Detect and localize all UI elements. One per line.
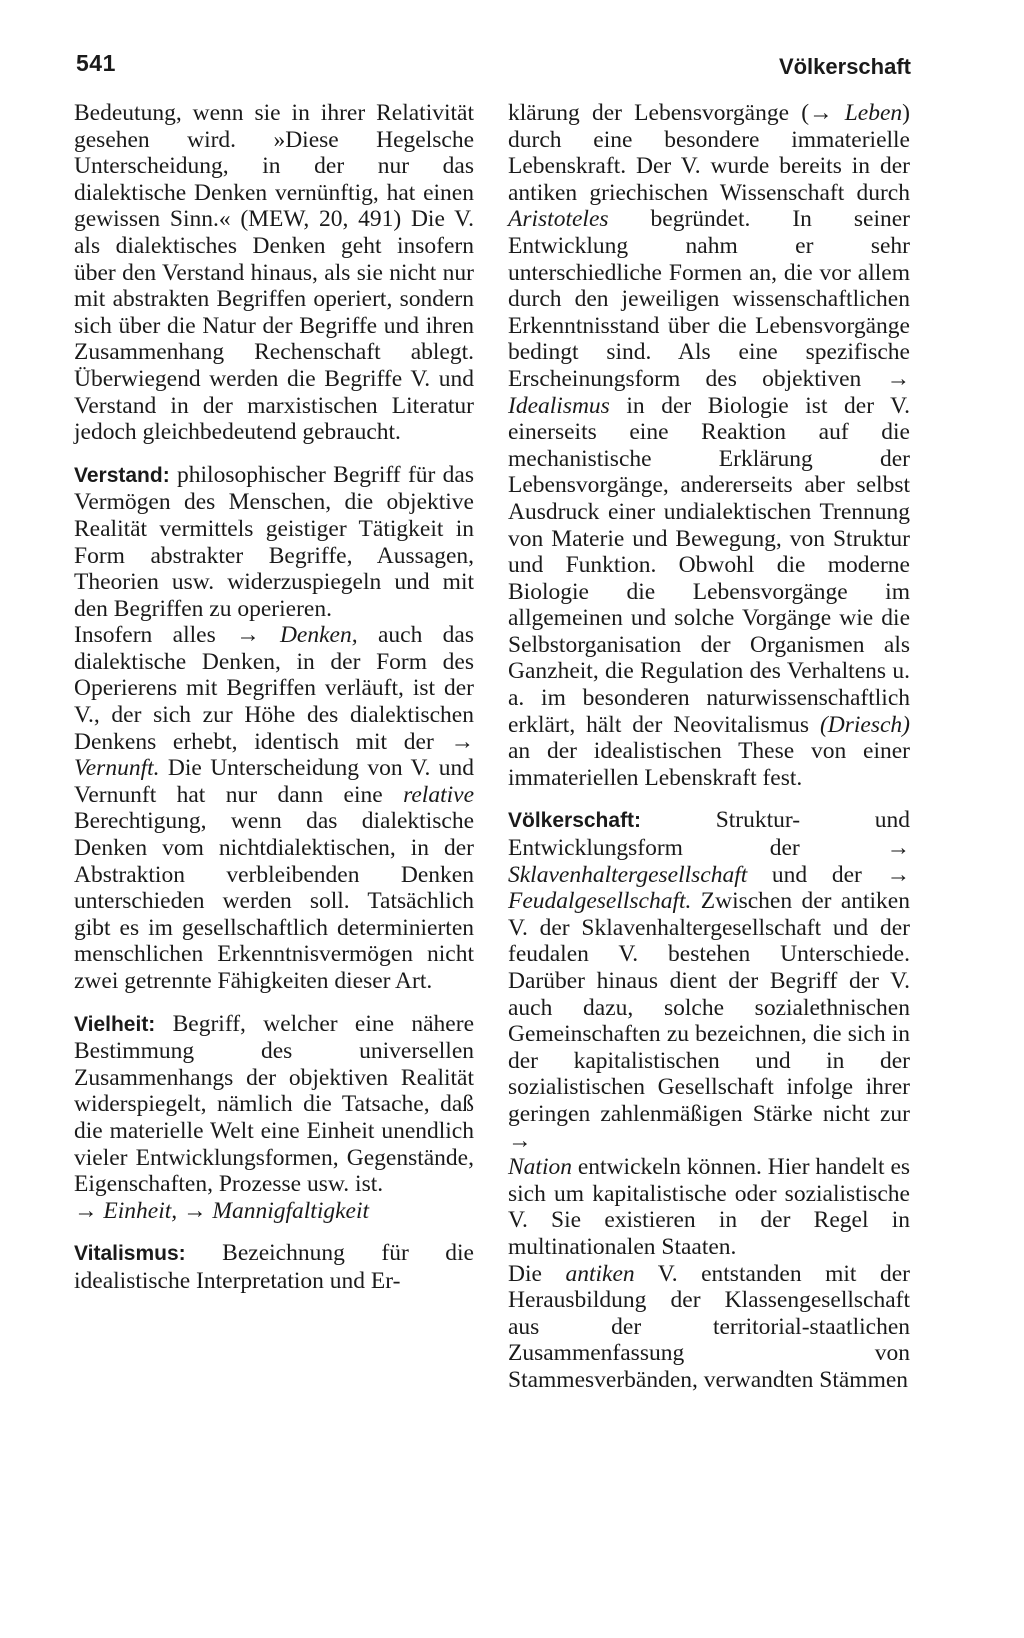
cross-reference[interactable]: Idealismus bbox=[508, 392, 610, 419]
arrow-icon: → bbox=[886, 365, 910, 392]
emphasis: antiken bbox=[565, 1260, 635, 1287]
text-run: auch das dialektische Denken, in der Form des Operierens mit Begriffen verläuft, ist der V., der sich zur Höhe des dialektischen Denkens erhebt, identisch mit der bbox=[74, 622, 474, 755]
text-run: klärung der Lebensvorgänge ( bbox=[508, 100, 810, 126]
arrow-icon: → bbox=[450, 728, 474, 755]
running-head: Völkerschaft bbox=[778, 54, 911, 79]
arrow-icon: → bbox=[886, 861, 910, 888]
cross-reference[interactable]: Denken, bbox=[279, 622, 358, 649]
entry-continuation: Bedeutung, wenn sie in ihrer Relativität gesehen wird. »Diese Hegelsche Unterscheidung, in der nur das dialektische Denken vernünftig, hat einen gewissen Sinn.« (MEW, 20, 491) Die V. als dialektisches Denken geht insofern über den Verstand hinaus, als sie nicht nur mit abstrakten Begriffen operiert, sondern sich über die Natur der Begriffe und ihren Zusammenhang Rechenschaft ablegt. Überwiegend werden die Begriffe V. und Verstand in der marxistischen Literatur jedoch gleichbedeutend gebraucht. bbox=[74, 100, 474, 446]
left-column bbox=[74, 100, 474, 1295]
entry-vitalismus bbox=[74, 1240, 474, 1294]
text-run: und der bbox=[747, 861, 887, 888]
cross-reference[interactable]: Vernunft. bbox=[74, 755, 160, 782]
text-run: entwickeln können. Hier handelt es sich um kapitalistische oder sozialistische V. Sie existieren in der Regel in multinationalen Staaten. bbox=[508, 1154, 911, 1260]
arrow-icon: → bbox=[183, 1197, 207, 1224]
entry-text: philosophischer Begriff für das Vermögen des Menschen, die objektive Realität vermittels geistiger Tätigkeit in Form abstrakter Begriffe, Aussagen, Theorien usw. widerzuspiegeln und mit den Begriffen zu operieren. bbox=[74, 461, 474, 622]
person-name: Aristoteles bbox=[508, 206, 609, 233]
cross-reference[interactable]: Leben bbox=[844, 100, 903, 126]
text-run: begründet. In seiner Entwicklung nahm er sehr unterschiedliche Formen an, die vor allem durch den jeweiligen wissenschaftlichen Erkenntnisstand über die Lebensvorgänge bedingt sind. Als eine spezifische Erscheinungsform des objektiven bbox=[508, 206, 910, 392]
entry-text: Begriff, welcher eine nähere Bestimmung des universellen Zusammenhangs der objektiven Realität widerspiegelt, nämlich die Tatsache, daß die materielle Welt eine Einheit unendlich vieler Entwicklungsformen, Gegenstände, Eigenschaften, Prozesse usw. ist. bbox=[74, 1010, 474, 1198]
arrow-icon: → bbox=[809, 100, 833, 126]
text-run: Die Unterscheidung von V. und Vernunft hat nur dann eine bbox=[74, 755, 474, 808]
entry-term: Vielheit: bbox=[74, 1012, 156, 1036]
person-name: (Driesch) bbox=[819, 711, 910, 738]
text-run: Berechtigung, wenn das dialektische Denken vom nichtdialektischen, in der Abstraktion verbleibenden Denken unterschieden werden soll. Tatsächlich gibt es im gesellschaftlich determinierten menschlichen Erkenntnisvermögen nicht zwei getrennte Fähigkeiten dieser Art. bbox=[74, 808, 474, 994]
arrow-icon: → bbox=[886, 835, 910, 862]
entry-verstand-paragraph bbox=[74, 622, 474, 994]
text-run: Insofern alles bbox=[74, 622, 237, 649]
cross-reference[interactable]: Nation bbox=[508, 1154, 572, 1181]
cross-reference[interactable]: Einheit, bbox=[103, 1197, 178, 1224]
arrow-icon: → bbox=[74, 1197, 98, 1224]
entry-verstand bbox=[74, 462, 474, 623]
text-run: in der Biologie ist der V. einerseits eine Reaktion auf die mechanistische Erklärung der Lebensvorgänge, andererseits aber selbst Ausdruck einer undialektischen Trennung von Materie und Bewegung, von Struktur und Funktion. Obwohl die moderne Biologie die Lebensvorgänge im allgemeinen und solche Vorgänge wie die Selbstorganisation der Organismen als Ganzheit, die Regulation des Verhaltens u. a. im besonderen naturwissenschaftlich erklärt, hält der Neovitalismus bbox=[508, 392, 910, 738]
entry-voelkerschaft-paragraph bbox=[508, 1261, 910, 1394]
entry-term: Verstand: bbox=[74, 463, 170, 487]
entry-term: Völkerschaft: bbox=[508, 809, 642, 833]
text-run: ) durch eine besondere immaterielle Lebenskraft. Der V. wurde bereits in der antiken griechischen Wissenschaft durch bbox=[508, 100, 910, 206]
cross-reference[interactable]: Mannigfaltigkeit bbox=[212, 1197, 370, 1224]
entry-vielheit bbox=[74, 1011, 474, 1225]
right-column bbox=[508, 100, 910, 1394]
text-run: an der idealistischen These von einer immateriellen Lebenskraft fest. bbox=[508, 738, 910, 791]
text-run: V. entstanden mit der Herausbildung der Klassengesellschaft aus der territorial-staatlichen Zusammenfassung von Stammesverbänden, verwandten Stämmen bbox=[508, 1260, 910, 1393]
entry-term: Vitalismus: bbox=[74, 1242, 186, 1266]
entry-voelkerschaft bbox=[508, 807, 910, 1260]
text-run: Zwischen der antiken V. der Sklavenhaltergesellschaft und der feudalen V. bestehen Unterschiede. Darüber hinaus dient der Begriff der V. auch dazu, solche sozialethnischen Gemeinschaften zu bezeichnen, die sich in der kapitalistischen und in der sozialistischen Gesellschaft infolge ihrer geringen zahlenmäßigen Stärke nicht zur bbox=[508, 888, 910, 1127]
entry-vitalismus-continuation bbox=[508, 100, 910, 791]
cross-reference[interactable]: Feudalgesellschaft. bbox=[508, 888, 692, 915]
text-run: Die bbox=[508, 1260, 566, 1287]
arrow-icon: → bbox=[236, 622, 260, 649]
cross-reference[interactable]: Sklavenhaltergesellschaft bbox=[508, 861, 748, 888]
arrow-icon: → bbox=[508, 1127, 532, 1154]
page-number: 541 bbox=[76, 50, 116, 76]
entry-text: Bezeichnung für die idealistische Interpretation und Er- bbox=[74, 1240, 474, 1294]
text-run: Struktur- und Entwicklungsform der bbox=[508, 807, 910, 862]
emphasis: relative bbox=[403, 781, 474, 808]
